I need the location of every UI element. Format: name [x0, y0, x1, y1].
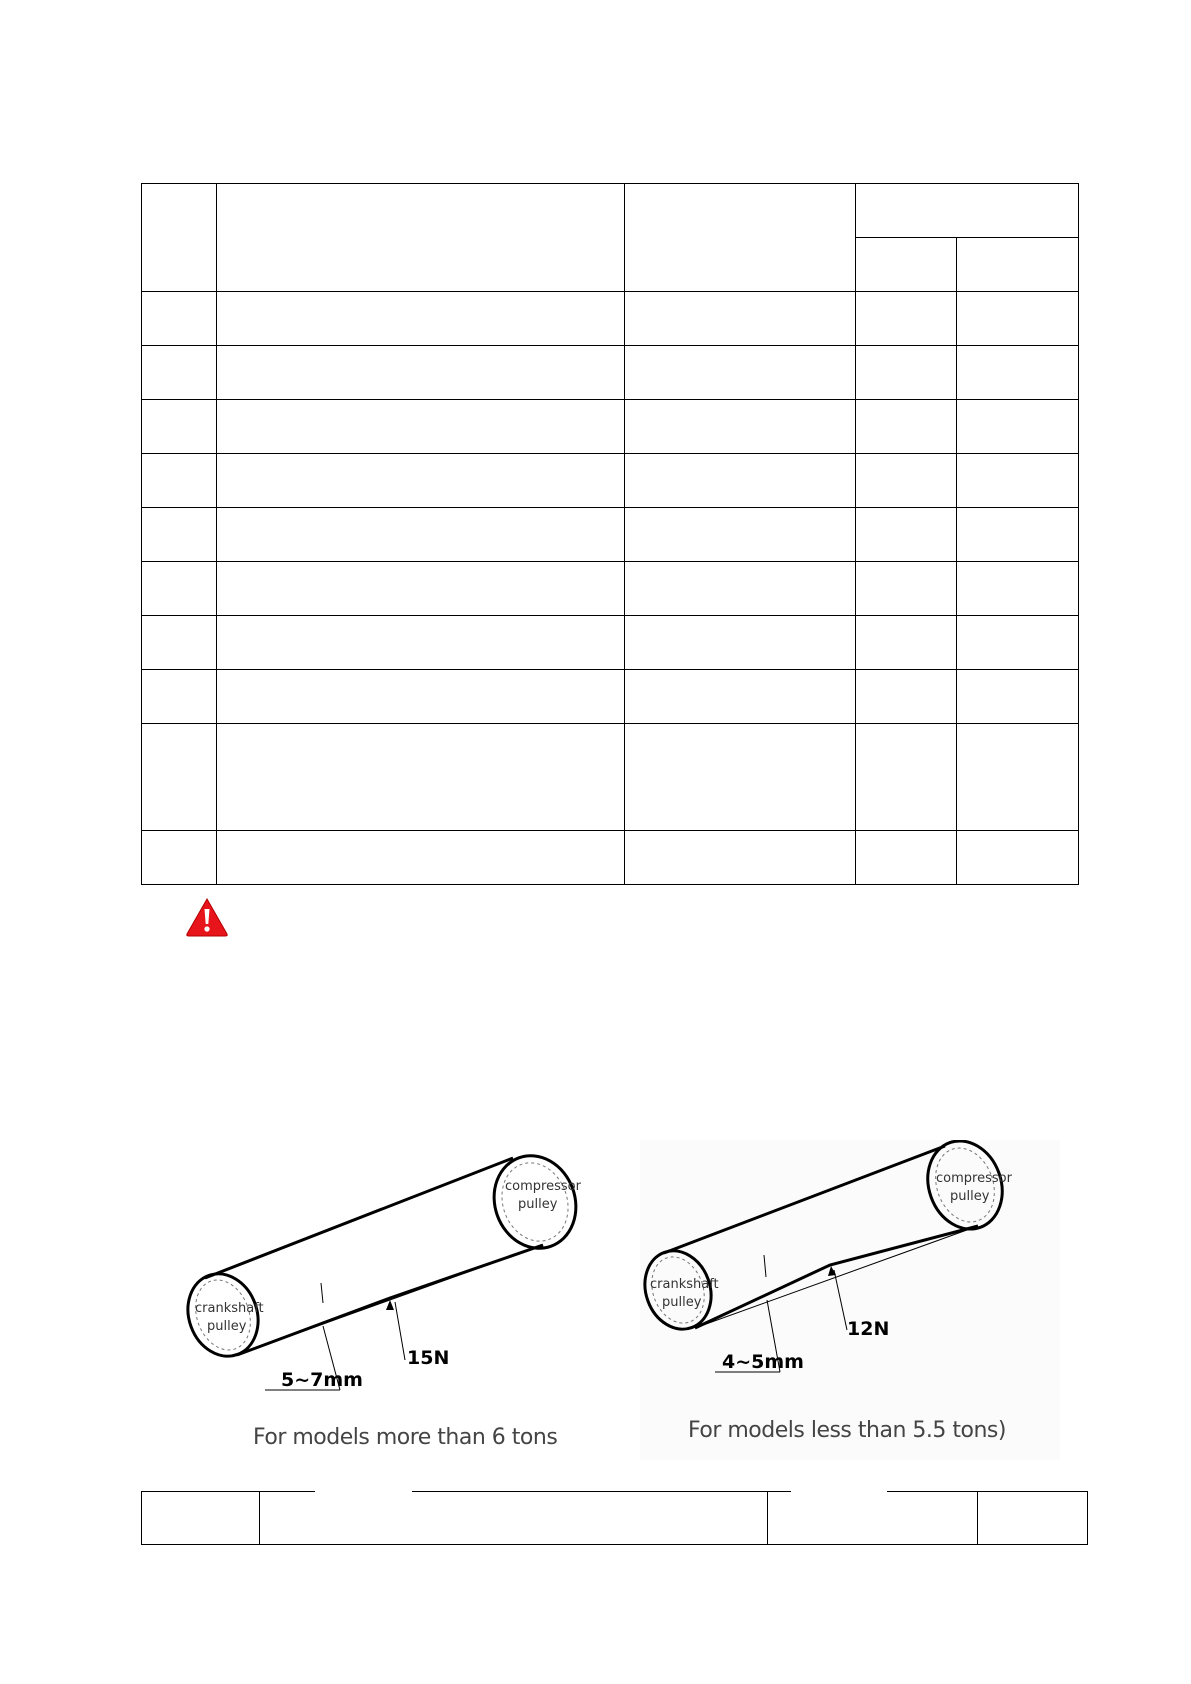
compressor-label: compressor	[505, 1179, 581, 1194]
header-cell-group	[856, 184, 1079, 238]
table-cell	[217, 292, 625, 346]
table-row	[142, 831, 1079, 885]
table-cell	[957, 292, 1079, 346]
belt-diagram-small-models	[640, 1140, 1060, 1460]
table-cell	[142, 562, 217, 616]
crankshaft-label: crankshaft	[650, 1277, 719, 1292]
deflection-value: 5~7mm	[281, 1369, 363, 1391]
table-cell	[856, 454, 957, 508]
table-row	[142, 454, 1079, 508]
table-cell	[217, 346, 625, 400]
table-cell	[957, 454, 1079, 508]
table-cell	[957, 670, 1079, 724]
table-header-row	[142, 184, 1079, 238]
table-row	[142, 724, 1079, 831]
table-row	[142, 346, 1079, 400]
table-cell	[625, 346, 856, 400]
table-cell	[856, 292, 957, 346]
footer-cell-2	[260, 1492, 768, 1545]
table-row	[142, 400, 1079, 454]
table-row	[142, 292, 1079, 346]
footer-cell-4	[978, 1492, 1088, 1545]
table-cell	[625, 508, 856, 562]
table-cell	[217, 400, 625, 454]
table-cell	[142, 508, 217, 562]
table-row	[142, 562, 1079, 616]
force-value: 15N	[407, 1347, 450, 1369]
table-cell	[217, 454, 625, 508]
deflection-value: 4~5mm	[722, 1351, 804, 1373]
table-cell	[625, 454, 856, 508]
header-cell-standard	[625, 184, 856, 292]
table-cell	[856, 400, 957, 454]
table-cell	[217, 562, 625, 616]
table-row	[142, 508, 1079, 562]
table-cell	[856, 508, 957, 562]
subheader-cell-2	[957, 238, 1079, 292]
crankshaft-pulley-label: pulley	[207, 1319, 247, 1334]
footer-gap	[315, 1489, 412, 1493]
table-cell	[856, 562, 957, 616]
force-value: 12N	[847, 1318, 890, 1340]
table-cell	[856, 724, 957, 831]
inspection-table	[141, 183, 1079, 885]
table-cell	[856, 346, 957, 400]
table-cell	[142, 346, 217, 400]
table-cell	[856, 831, 957, 885]
belt-diagram-large-models	[185, 1150, 595, 1460]
table-cell	[957, 508, 1079, 562]
table-cell	[957, 616, 1079, 670]
table-cell	[142, 831, 217, 885]
table-cell	[142, 724, 217, 831]
footer-cell-3	[768, 1492, 978, 1545]
table-cell	[625, 400, 856, 454]
footer-cell-1	[142, 1492, 260, 1545]
table-cell	[217, 616, 625, 670]
table-row	[142, 670, 1079, 724]
compressor-label: compressor	[936, 1171, 1012, 1186]
table-cell	[625, 616, 856, 670]
footer-table	[141, 1491, 1088, 1545]
table-cell	[957, 831, 1079, 885]
table-cell	[625, 670, 856, 724]
table-cell	[142, 400, 217, 454]
header-cell-no	[142, 184, 217, 292]
table-row	[142, 616, 1079, 670]
table-cell	[957, 724, 1079, 831]
table-cell	[856, 670, 957, 724]
caption-small-models: For models less than 5.5 tons)	[688, 1418, 1006, 1443]
table-cell	[217, 724, 625, 831]
crankshaft-pulley-label: pulley	[662, 1295, 702, 1310]
warning-triangle-icon	[185, 897, 229, 937]
table-cell	[625, 831, 856, 885]
table-cell	[142, 454, 217, 508]
header-cell-item	[217, 184, 625, 292]
table-cell	[625, 724, 856, 831]
table-cell	[142, 670, 217, 724]
crankshaft-label: crankshaft	[195, 1301, 264, 1316]
footer-gap	[791, 1489, 887, 1493]
compressor-pulley-label: pulley	[518, 1197, 558, 1212]
table-cell	[625, 562, 856, 616]
table-cell	[957, 346, 1079, 400]
caption-large-models: For models more than 6 tons	[253, 1425, 558, 1450]
table-cell	[856, 616, 957, 670]
table-cell	[142, 292, 217, 346]
compressor-pulley-label: pulley	[950, 1189, 990, 1204]
subheader-cell-1	[856, 238, 957, 292]
table-cell	[625, 292, 856, 346]
table-cell	[217, 670, 625, 724]
table-cell	[957, 400, 1079, 454]
table-cell	[142, 616, 217, 670]
table-cell	[957, 562, 1079, 616]
table-cell	[217, 508, 625, 562]
table-cell	[217, 831, 625, 885]
